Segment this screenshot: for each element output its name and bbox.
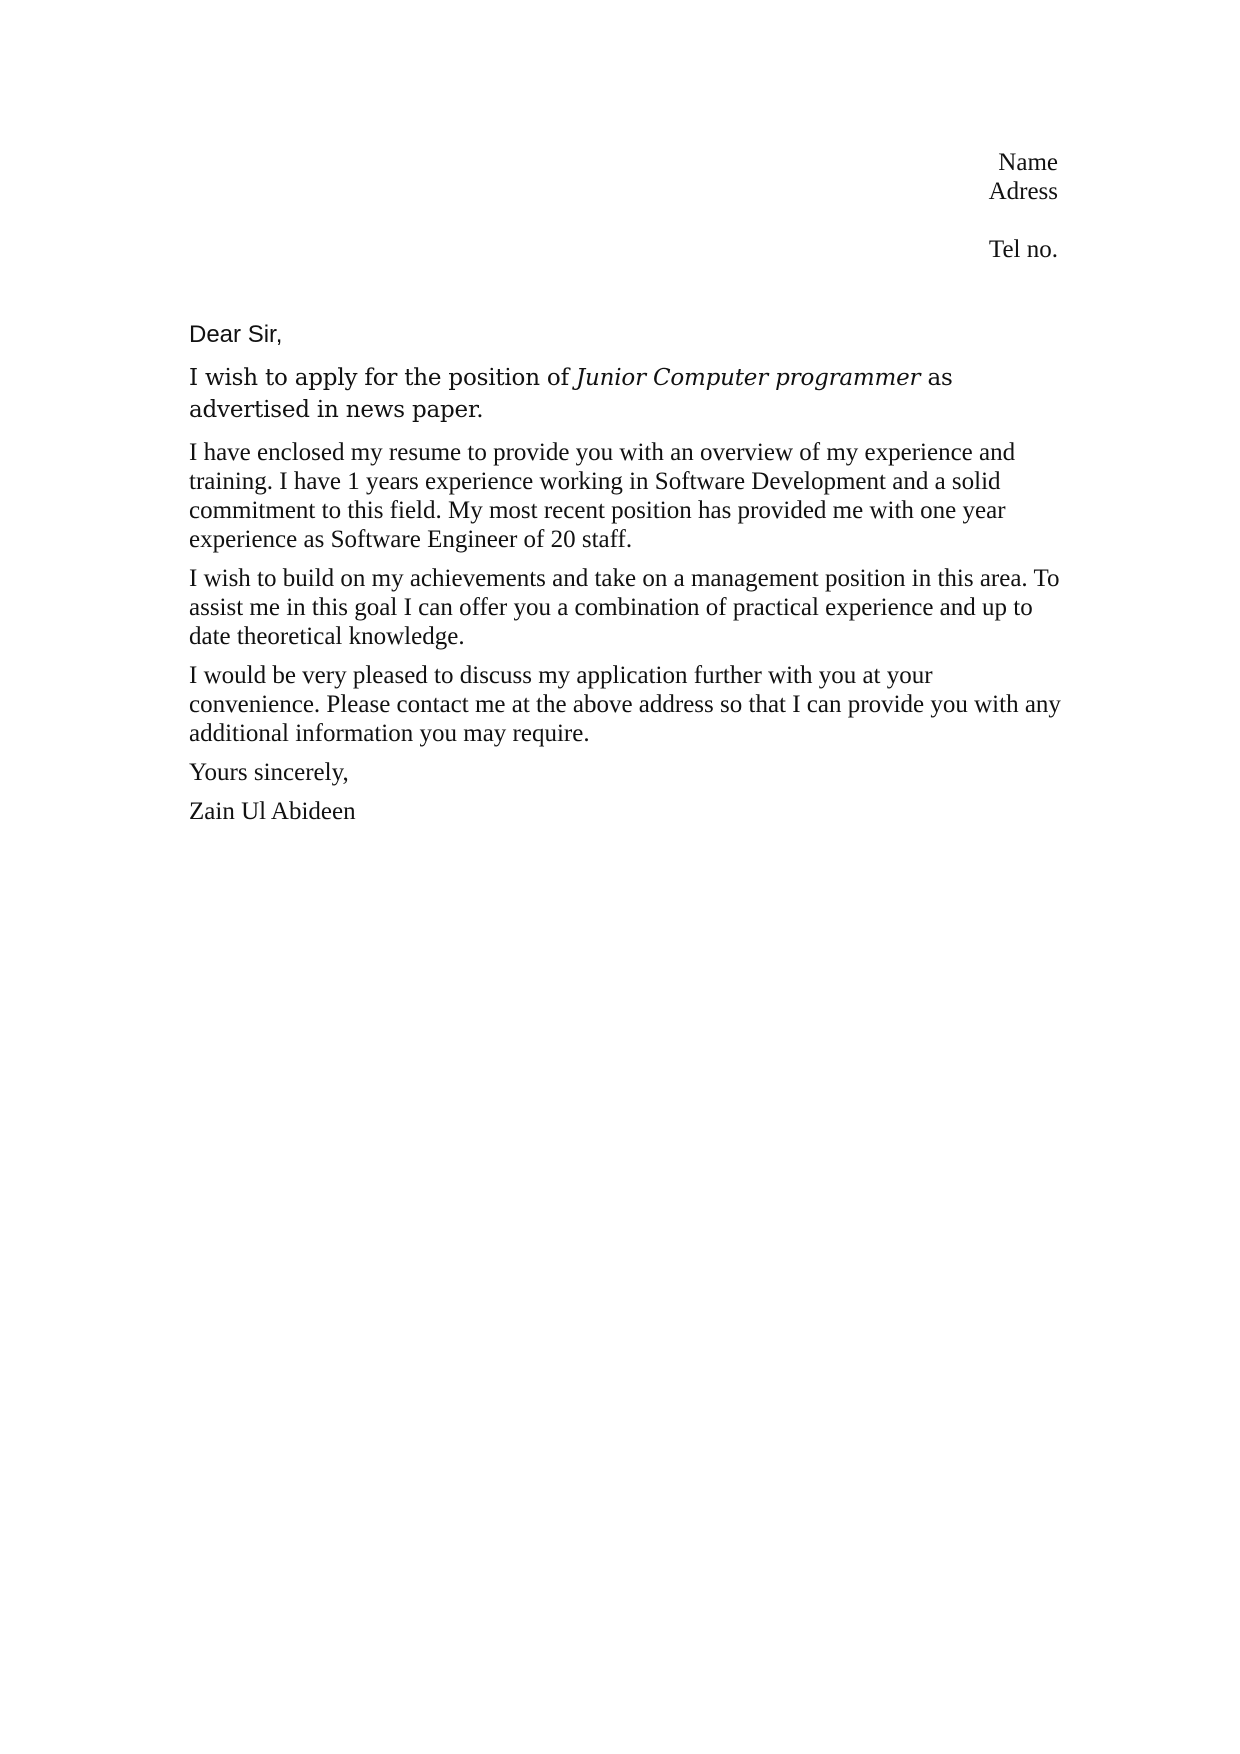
signature-name: Zain Ul Abideen [189,798,356,825]
paragraph-experience: I have enclosed my resume to provide you with an overview of my experience and training. I have 1 years experience working in Software Development and a solid commitment to this field. My most recent position has provided me with one year experience as Software Engineer of 20 staff. [189,439,1016,553]
sender-name: Name [998,149,1058,176]
sender-address: Adress [988,178,1058,205]
letter-body [189,320,1069,826]
position-title: Junior Computer programmer [576,365,921,391]
paragraph-contact: I would be very pleased to discuss my application further with you at your convenience. Please contact me at the above address so that I can provide you with any additional information you may require. [189,662,1061,747]
sender-spacer [989,206,1058,235]
paragraph-application-tail: as advertised in news paper. [189,365,953,423]
paragraph-application-lead: I wish to apply for the position of [189,365,577,391]
salutation: Dear Sir, [189,321,283,348]
sender-block [989,148,1058,264]
paragraph-goals: I wish to build on my achievements and take on a management position in this area. To assist me in this goal I can offer you a combination of practical experience and up to date theoretical knowledge. [189,565,1060,650]
paragraph-application [189,362,1069,426]
closing: Yours sincerely, [189,759,349,786]
sender-telephone: Tel no. [988,236,1058,263]
